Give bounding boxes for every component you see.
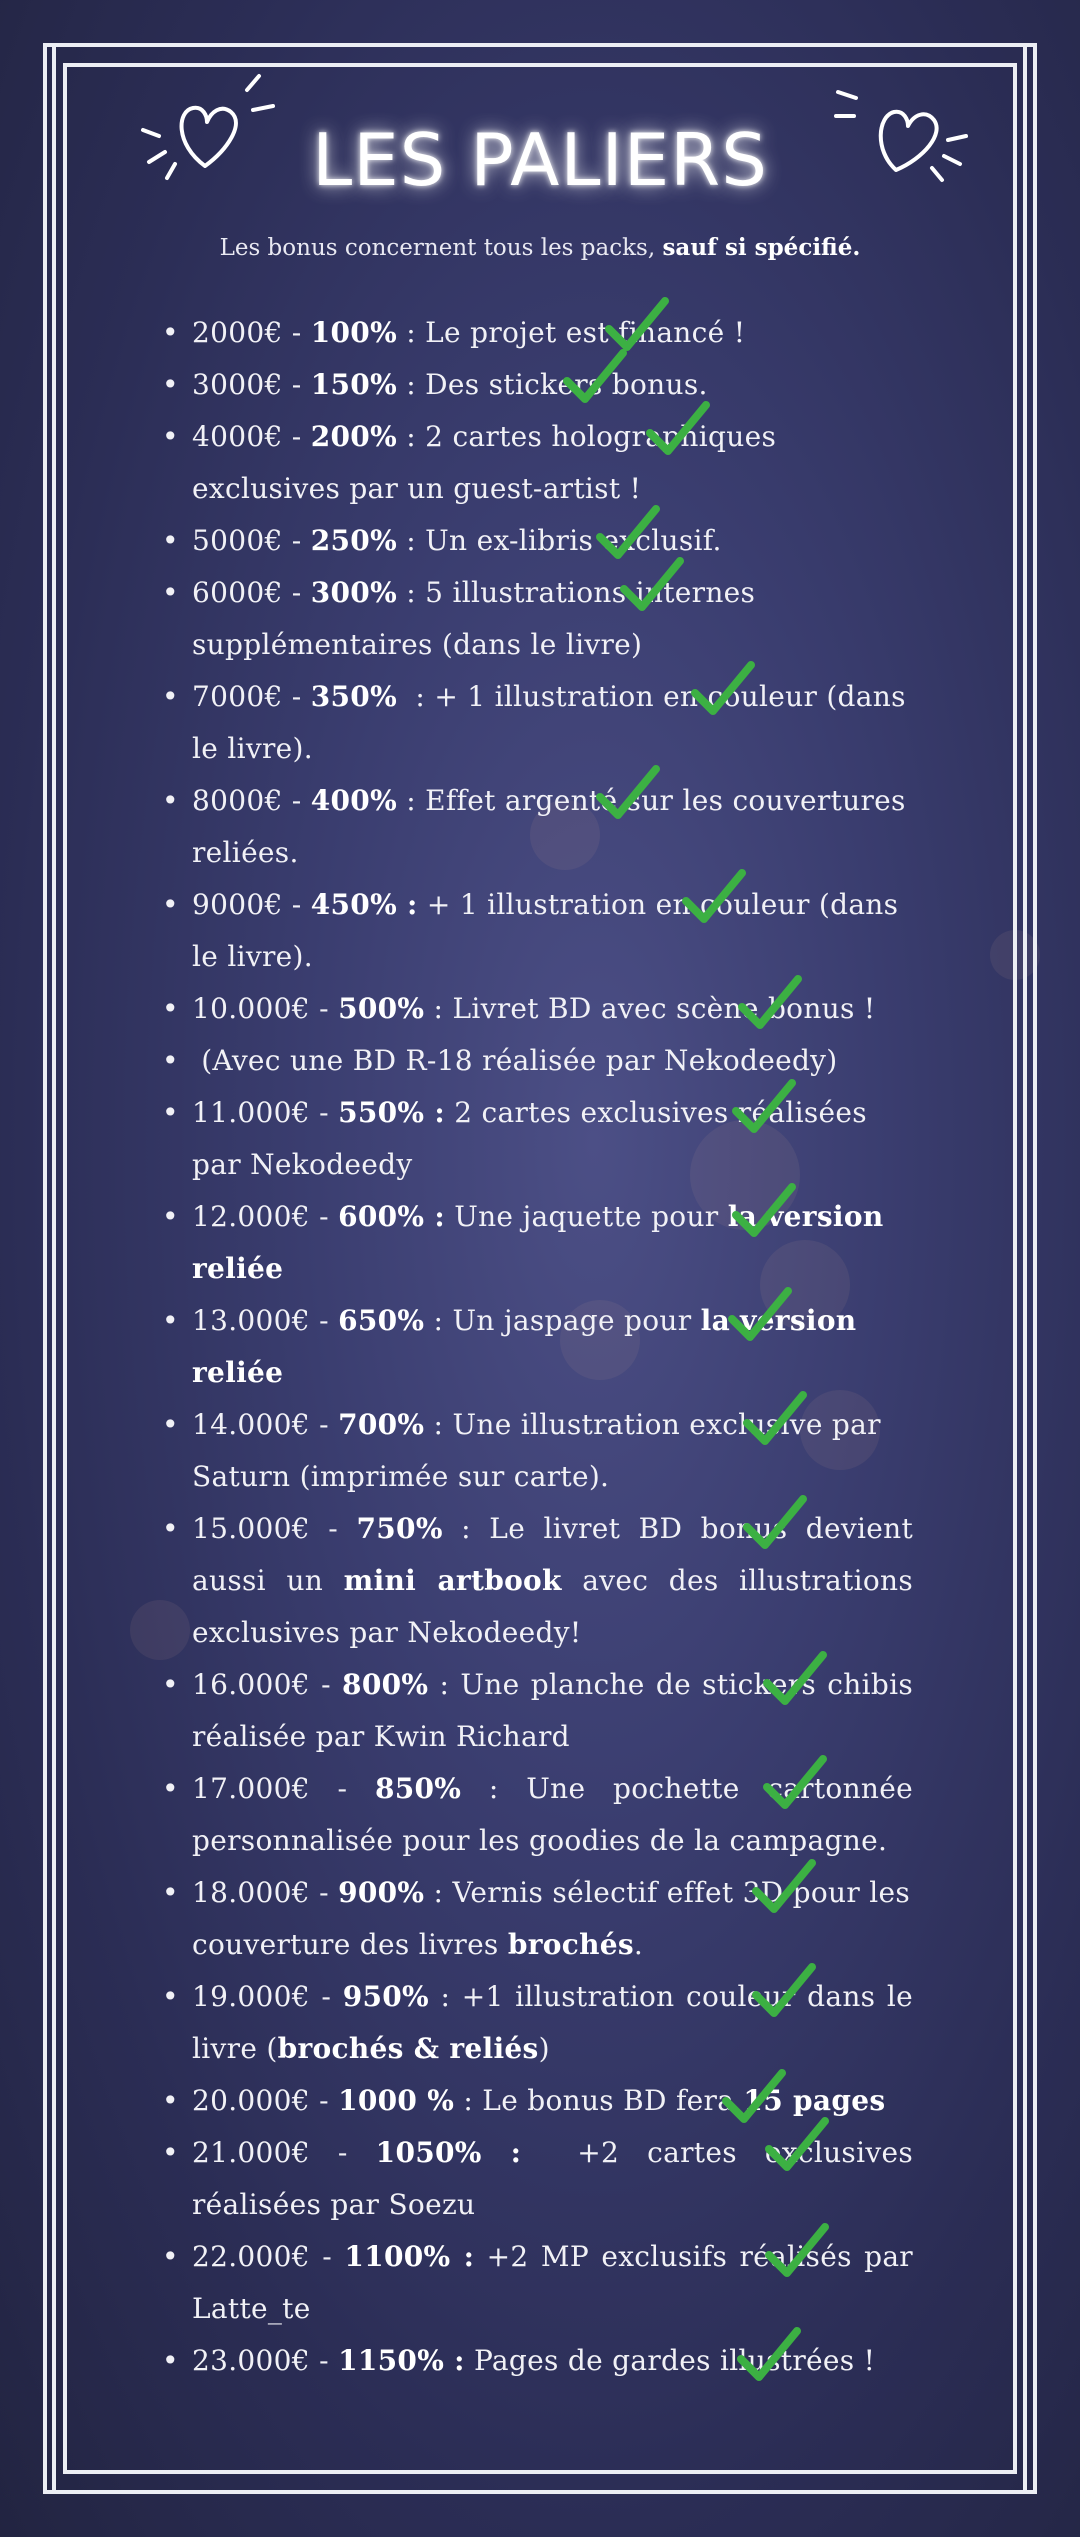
tier-separator: : (428, 1980, 462, 2013)
bokeh-decoration (990, 930, 1040, 980)
check-icon (737, 2325, 801, 2385)
tier-item (150, 775, 913, 879)
bullet: • (162, 2240, 179, 2273)
bullet: • (162, 1304, 179, 1337)
frame-line-left (52, 43, 56, 2490)
tier-percent: 1050% : (375, 2136, 522, 2169)
check-icon (752, 1961, 816, 2021)
tier-text (192, 680, 915, 765)
tier-item (150, 2335, 913, 2387)
tier-item (150, 671, 913, 775)
tier-description: +1 illustration couleur dans le livre ( (192, 1980, 923, 2065)
tier-percent: 600% : (338, 1200, 445, 1233)
tier-percent: 350% (310, 680, 397, 713)
tier-item (150, 307, 913, 359)
tier-item (150, 879, 913, 983)
tier-percent: 1150% : (338, 2344, 465, 2377)
page-title: LES PALIERS (312, 118, 768, 202)
check-icon (743, 1493, 807, 1553)
tier-percent: 750% (356, 1512, 443, 1545)
tier-item (150, 1867, 920, 1971)
tier-item (150, 1971, 923, 2075)
tier-percent: 850% (374, 1772, 462, 1805)
subtitle-emphasis: sauf si spécifié. (662, 234, 861, 261)
tier-amount: 6000€ - (192, 576, 311, 609)
tier-text (192, 784, 915, 869)
check-icon (732, 1077, 796, 1137)
tier-description: Le projet est financé ! (425, 316, 746, 349)
tier-description: Un ex-libris exclusif. (425, 524, 722, 557)
tier-percent: 200% (310, 420, 397, 453)
tier-amount: 19.000€ - (192, 1980, 343, 2013)
tier-description-end: avec des illustrations exclusives par Nekodeedy! (192, 1564, 923, 1649)
check-icon (691, 659, 755, 719)
tier-amount: 20.000€ - (192, 2084, 339, 2117)
bullet: • (162, 1096, 179, 1129)
tier-separator: : (397, 680, 435, 713)
frame-line-right (1023, 43, 1027, 2490)
bullet: • (162, 992, 179, 1025)
tier-percent: 450% : (310, 888, 418, 921)
tier-description: 5 illustrations internes supplémentaires (dans le livre) (192, 576, 765, 661)
tier-separator: : (397, 576, 426, 609)
tier-separator: : (397, 368, 426, 401)
tier-amount: 7000€ - (192, 680, 311, 713)
check-icon (732, 1181, 796, 1241)
tier-item (150, 1087, 913, 1191)
tier-amount: 11.000€ - (192, 1096, 339, 1129)
tier-item (150, 1763, 923, 1867)
tier-separator: : (397, 784, 426, 817)
tier-amount: 8000€ - (192, 784, 311, 817)
bullet: • (162, 784, 179, 817)
tier-description-end: ) (538, 2032, 550, 2065)
bullet: • (162, 1044, 179, 1077)
check-icon (743, 1389, 807, 1449)
bullet: • (162, 2136, 179, 2169)
tier-description: Livret BD avec scène bonus ! (452, 992, 876, 1025)
tier-percent: 650% (338, 1304, 425, 1337)
tier-percent: 500% (338, 992, 425, 1025)
tier-percent: 250% (310, 524, 397, 557)
tier-separator (418, 888, 427, 921)
bullet: • (162, 1980, 179, 2013)
tier-amount: (Avec une BD R-18 réalisée par Nekodeedy) (192, 1044, 838, 1077)
bullet: • (162, 1772, 179, 1805)
tier-separator (521, 2136, 577, 2169)
tier-emphasis: brochés (507, 1928, 634, 1961)
tier-percent: 1100% : (344, 2240, 475, 2273)
tier-amount: 18.000€ - (192, 1876, 339, 1909)
tier-amount: 22.000€ - (192, 2240, 345, 2273)
tier-percent: 700% (338, 1408, 425, 1441)
tier-item (150, 515, 913, 567)
tier-percent: 300% (310, 576, 397, 609)
tier-separator (474, 2240, 486, 2273)
tier-description: Une illustration exclusive par Saturn (imprimée sur carte). (192, 1408, 891, 1493)
bullet: • (162, 316, 179, 349)
tier-description: +2 cartes exclusives réalisées par Soezu (192, 2136, 923, 2221)
tier-separator: : (442, 1512, 490, 1545)
tier-separator: : (428, 1668, 461, 1701)
tier-text (192, 368, 708, 401)
bullet: • (162, 2344, 179, 2377)
tier-percent: 900% (338, 1876, 425, 1909)
bullet: • (162, 888, 179, 921)
tier-amount: 4000€ - (192, 420, 311, 453)
tier-separator: : (424, 992, 453, 1025)
tier-amount: 17.000€ - (192, 1772, 375, 1805)
tier-emphasis: 15 pages (743, 2084, 886, 2117)
bullet: • (162, 1200, 179, 1233)
tier-amount: 23.000€ - (192, 2344, 339, 2377)
tier-description: Vernis sélectif effet 3D pour les couverture des livres (192, 1876, 920, 1961)
tier-description: +2 MP exclusifs réalisés par Latte_te (192, 2240, 923, 2325)
tier-description: + 1 illustration en couleur (dans le livre). (192, 888, 908, 973)
tier-percent: 550% : (338, 1096, 445, 1129)
tier-amount: 16.000€ - (192, 1668, 343, 1701)
check-icon (763, 1649, 827, 1709)
tier-item (150, 1295, 913, 1399)
tier-description: Une jaquette pour (454, 1200, 728, 1233)
tier-amount: 10.000€ - (192, 992, 339, 1025)
check-icon (763, 1753, 827, 1813)
bullet: • (162, 1668, 179, 1701)
tier-item (150, 1399, 913, 1503)
check-icon (596, 503, 660, 563)
bullet: • (162, 368, 179, 401)
tier-description: Effet argenté sur les couvertures reliées. (192, 784, 915, 869)
tier-amount: 14.000€ - (192, 1408, 339, 1441)
tier-separator (445, 1096, 454, 1129)
tier-separator: : (424, 1304, 453, 1337)
bullet: • (162, 1876, 179, 1909)
tier-description: Des stickers bonus. (425, 368, 708, 401)
tier-description: + 1 illustration en couleur (dans le livre). (192, 680, 915, 765)
tier-description: Le bonus BD fera (482, 2084, 744, 2117)
tier-item (150, 2231, 923, 2335)
bullet: • (162, 1512, 179, 1545)
check-icon (765, 2221, 829, 2281)
tier-description: Pages de gardes illustrées ! (474, 2344, 876, 2377)
check-icon (605, 295, 669, 355)
tier-item (150, 983, 913, 1035)
tier-description: Un jaspage pour (452, 1304, 701, 1337)
tier-text (192, 888, 908, 973)
tier-amount: 12.000€ - (192, 1200, 339, 1233)
tier-amount: 21.000€ - (192, 2136, 376, 2169)
bullet: • (162, 1408, 179, 1441)
bullet: • (162, 576, 179, 609)
tier-amount: 13.000€ - (192, 1304, 339, 1337)
tier-description: 2 cartes exclusives réalisées par Nekodeedy (192, 1096, 877, 1181)
tier-percent: 150% (310, 368, 397, 401)
tier-emphasis: la version reliée (192, 1304, 867, 1389)
tier-emphasis: la version reliée (192, 1200, 894, 1285)
tier-item (150, 1035, 913, 1087)
bullet: • (162, 420, 179, 453)
tier-separator: : (424, 1408, 453, 1441)
tier-separator: : (454, 2084, 483, 2117)
tier-item (150, 1503, 923, 1659)
tier-percent: 950% (342, 1980, 429, 2013)
tier-amount: 5000€ - (192, 524, 311, 557)
bullet: • (162, 2084, 179, 2117)
tier-item (150, 1191, 913, 1295)
tier-description: Une planche de stickers chibis réalisée par Kwin Richard (192, 1668, 923, 1753)
tier-description: Le livret BD bonus devient aussi un (192, 1512, 923, 1597)
tier-emphasis: mini artbook (343, 1564, 562, 1597)
tier-description: 2 cartes holographiques exclusives par un guest-artist ! (192, 420, 786, 505)
check-icon (563, 347, 627, 407)
tier-list (150, 307, 923, 2387)
tier-separator: : (397, 420, 426, 453)
tier-text (192, 1044, 838, 1077)
tier-description: Une pochette cartonnée personnalisée pour les goodies de la campagne. (192, 1772, 923, 1857)
tier-description-end: . (633, 1928, 644, 1961)
tier-item (150, 359, 913, 411)
tier-item (150, 567, 913, 671)
tier-emphasis: brochés & reliés (277, 2032, 539, 2065)
tier-amount: 2000€ - (192, 316, 311, 349)
check-icon (752, 1857, 816, 1917)
tier-amount: 15.000€ - (192, 1512, 357, 1545)
tier-percent: 1000 % (338, 2084, 455, 2117)
check-icon (765, 2115, 829, 2175)
subtitle-text: Les bonus concernent tous les packs, (219, 235, 663, 261)
bullet: • (162, 524, 179, 557)
bullet: • (162, 680, 179, 713)
check-icon (728, 1285, 792, 1345)
tier-separator: : (397, 524, 426, 557)
tier-item (150, 1659, 923, 1763)
tier-amount: 3000€ - (192, 368, 311, 401)
tier-separator: : (461, 1772, 527, 1805)
check-icon (620, 555, 684, 615)
tier-separator (465, 2344, 474, 2377)
check-icon (596, 763, 660, 823)
check-icon (646, 399, 710, 459)
tier-item (150, 411, 913, 515)
check-icon (682, 867, 746, 927)
tier-amount: 9000€ - (192, 888, 311, 921)
tier-separator (445, 1200, 454, 1233)
check-icon (738, 973, 802, 1033)
tier-separator: : (424, 1876, 453, 1909)
tier-text (192, 1512, 922, 1649)
tier-percent: 100% (310, 316, 397, 349)
tier-percent: 400% (310, 784, 397, 817)
tier-percent: 800% (342, 1668, 429, 1701)
subtitle (0, 234, 1080, 261)
tier-item (150, 2127, 923, 2231)
tier-separator: : (397, 316, 426, 349)
